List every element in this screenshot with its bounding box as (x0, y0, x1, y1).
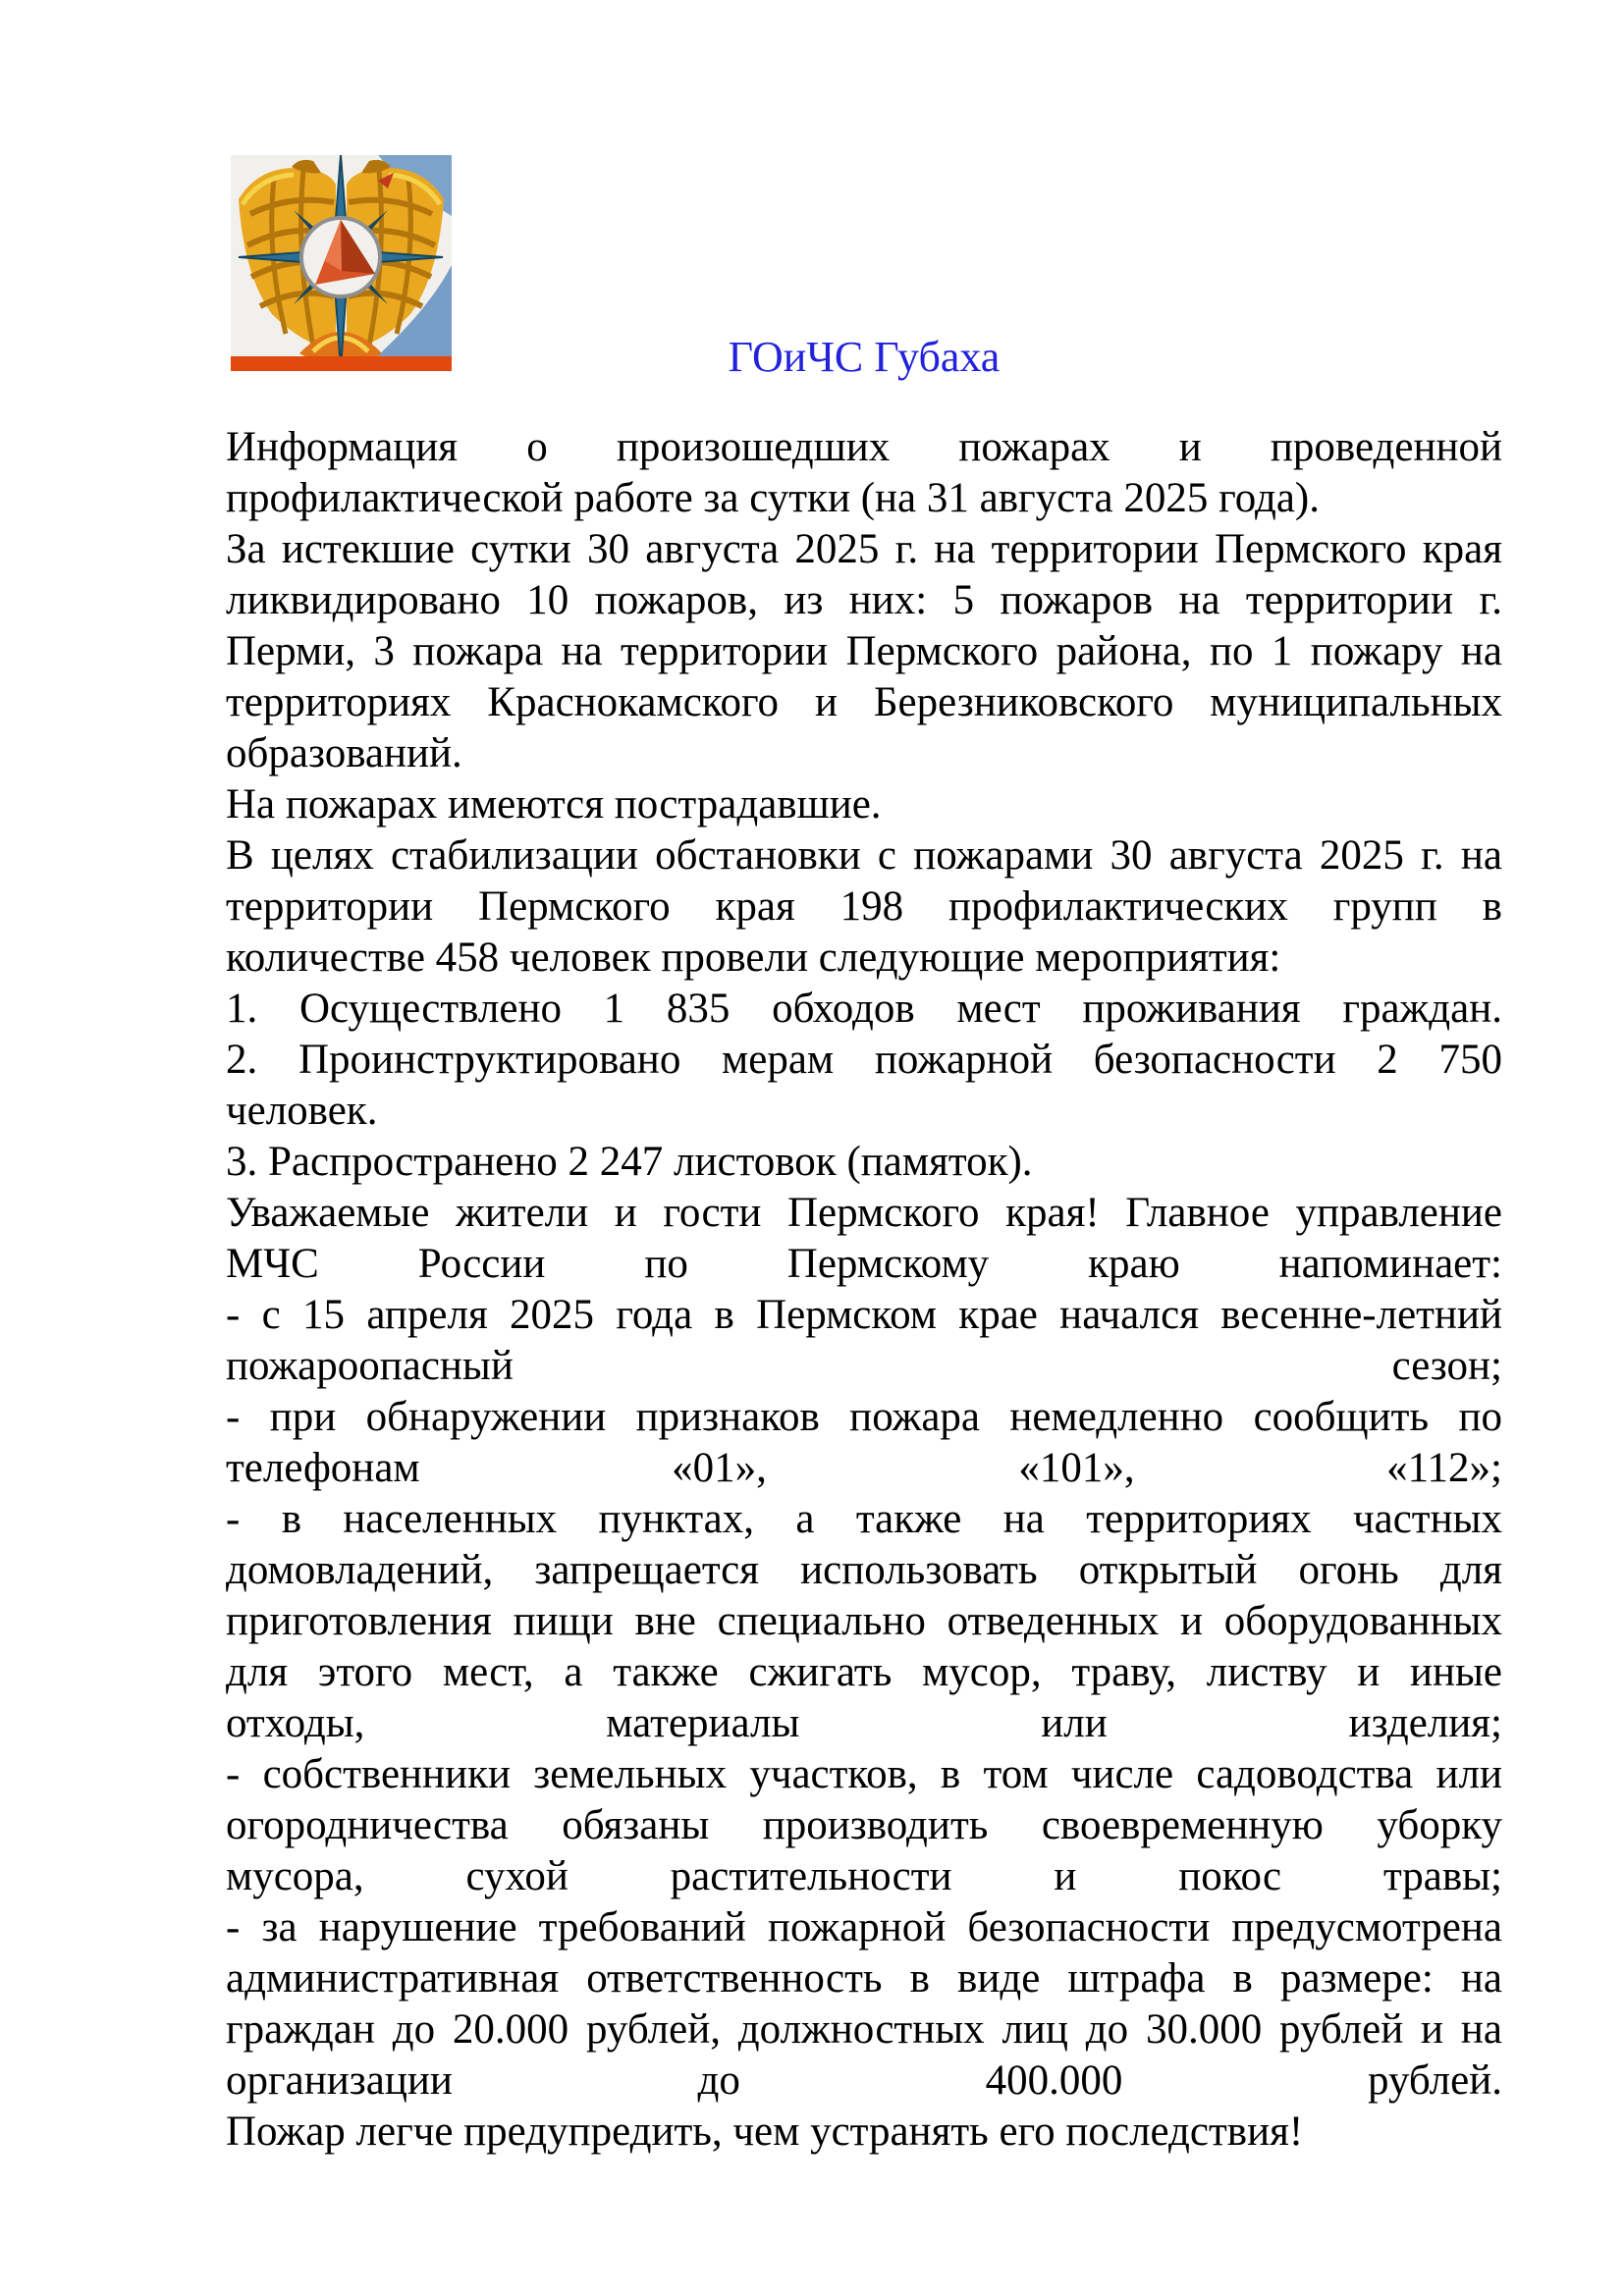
text-line: образований. (226, 730, 462, 776)
paragraph (226, 1392, 1502, 1494)
text-line: В целях стабилизации обстановки с пожарами 30 августа 2025 г. на (226, 832, 1502, 879)
text-line: 2. Проинструктировано мерам пожарной безопасности 2 750 (226, 1037, 1502, 1083)
text-line: ликвидировано 10 пожаров, из них: 5 пожаров на территории г. (226, 577, 1502, 623)
paragraph (226, 2107, 1502, 2158)
paragraph (226, 1749, 1502, 1902)
text-line: - с 15 апреля 2025 года в Пермском крае начался весенне-летний (226, 1292, 1502, 1338)
text-line: организации до 400.000 рублей. (226, 2057, 1502, 2104)
text-line: приготовления пищи вне специально отведенных и оборудованных (226, 1598, 1502, 1644)
civil-defense-triangle-icon (301, 218, 380, 296)
paragraph (226, 1494, 1502, 1749)
text-line: граждан до 20.000 рублей, должностных лиц до 30.000 рублей и на (226, 2006, 1502, 2053)
text-line: мусора, сухой растительности и покос травы; (226, 1853, 1502, 1899)
text-line: профилактической работе за сутки (на 31 августа 2025 года). (226, 475, 1320, 521)
text-line: административная ответственность в виде штрафа в размере: на (226, 1955, 1502, 2002)
text-line: За истекшие сутки 30 августа 2025 г. на территории Пермского края (226, 526, 1502, 572)
text-line: Пожар легче предупредить, чем устранять его последствия! (226, 2109, 1304, 2155)
text-line: МЧС России по Пермскому краю напоминает: (226, 1241, 1502, 1287)
text-line: отходы, материалы или изделия; (226, 1700, 1502, 1746)
text-line: 1. Осуществлено 1 835 обходов мест проживания граждан. (226, 986, 1502, 1032)
text-line: - в населенных пунктах, а также на территориях частных (226, 1496, 1502, 1542)
text-line: 3. Распространено 2 247 листовок (памяток). (226, 1139, 1033, 1185)
text-line: количестве 458 человек провели следующие мероприятия: (226, 934, 1281, 981)
paragraph (226, 1902, 1502, 2107)
paragraph (226, 984, 1502, 1035)
text-line: - при обнаружении признаков пожара немедленно сообщить по (226, 1394, 1502, 1440)
page-title: ГОиЧС Губаха (728, 333, 1001, 381)
text-line: пожароопасный сезон; (226, 1343, 1502, 1389)
paragraph (226, 1290, 1502, 1392)
text-line: домовладений, запрещается использовать открытый огонь для (226, 1547, 1502, 1593)
text-line: огородничества обязаны производить своевременную уборку (226, 1802, 1502, 1848)
paragraph (226, 779, 1502, 830)
paragraph (226, 1188, 1502, 1290)
document-body (226, 422, 1502, 2158)
text-line: телефонам «01», «101», «112»; (226, 1445, 1502, 1491)
text-line: Перми, 3 пожара на территории Пермского района, по 1 пожару на (226, 628, 1502, 674)
text-line: - собственники земельных участков, в том числе садоводства или (226, 1751, 1502, 1797)
text-line: человек. (226, 1088, 378, 1134)
text-line: - за нарушение требований пожарной безопасности предусмотрена (226, 1904, 1502, 1950)
text-line: Уважаемые жители и гости Пермского края! Главное управление (226, 1190, 1502, 1236)
paragraph (226, 1035, 1502, 1137)
paragraph (226, 830, 1502, 984)
paragraph (226, 1137, 1502, 1188)
text-line: На пожарах имеются пострадавшие. (226, 781, 882, 828)
text-line: территориях Краснокамского и Березниковского муниципальных (226, 679, 1502, 725)
text-line: территории Пермского края 198 профилактических групп в (226, 883, 1502, 930)
paragraph (226, 524, 1502, 779)
paragraph (226, 422, 1502, 524)
text-line: для этого мест, а также сжигать мусор, траву, листву и иные (226, 1649, 1502, 1695)
text-line: Информация о произошедших пожарах и проведенной (226, 424, 1502, 470)
